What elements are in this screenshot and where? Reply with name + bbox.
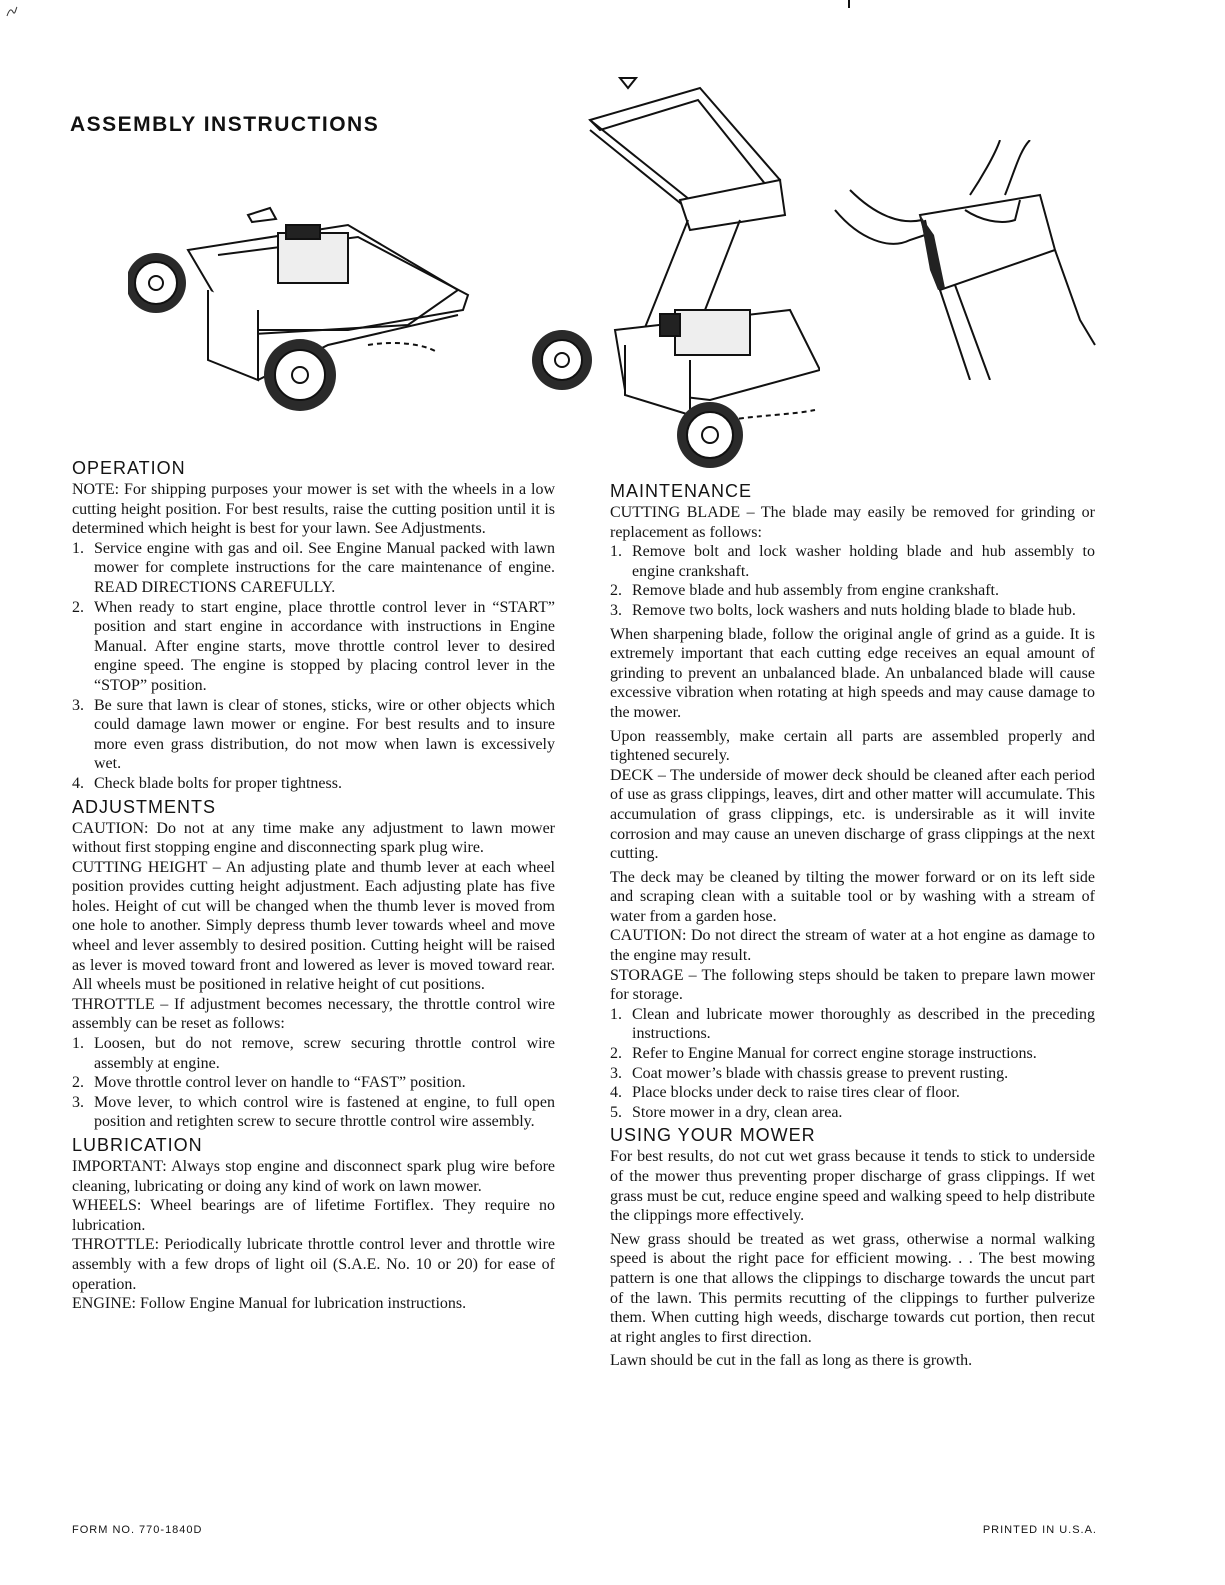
page-title: ASSEMBLY INSTRUCTIONS bbox=[70, 113, 380, 136]
list-item: 4. Check blade bolts for proper tightness. bbox=[72, 774, 342, 792]
blade-removal-list bbox=[610, 542, 1095, 620]
using-mower-p2: New grass should be treated as wet grass, otherwise a normal walking speed is about the right pace for efficient mowing. . . The best mowing pattern is one that allows the clippings to discharge towards the uncut part of the lawn. This permits recutting of the clippings to further pulverize them. When cutting high weeds, discharge towards cut portion, then recut at right angles to first direction. bbox=[610, 1230, 1095, 1346]
throttle-adjust-text: THROTTLE – If adjustment becomes necessary, the throttle control wire assembly can be reset as follows: bbox=[72, 995, 555, 1033]
list-item: 3. Be sure that lawn is clear of stones, sticks, wire or other objects which could damage lawn mower or engine. For best results and to insure more even grass distribution, do not mow when lawn is excessively wet. bbox=[72, 696, 555, 773]
list-item: 3. Move lever, to which control wire is fastened at engine, to full open position and retighten screw to secure throttle control wire assembly. bbox=[72, 1093, 555, 1131]
operation-note: NOTE: For shipping purposes your mower is set with the wheels in a low cutting height position. For best results, raise the cutting position until it is determined which height is best for your lawn. See Adjustments. bbox=[72, 481, 555, 538]
adjustments-heading: ADJUSTMENTS bbox=[72, 796, 217, 817]
right-column bbox=[610, 478, 1095, 1371]
lubrication-important: IMPORTANT: Always stop engine and disconnect spark plug wire before cleaning, lubricating or doing any kind of work on lawn mower. bbox=[72, 1158, 555, 1195]
mower-handle-up-illustration bbox=[530, 70, 820, 470]
sharpening-text: When sharpening blade, follow the original angle of grind as a guide. It is extremely important that each cutting edge receives an equal amount of grinding to prevent an unbalanced blade. An unbalanced blade will cause excessive vibration when rotating at high speeds and may cause damage to the mower. bbox=[610, 625, 1095, 721]
operation-heading: OPERATION bbox=[72, 458, 186, 478]
using-mower-p1: For best results, do not cut wet grass because it tends to stick to underside of the mower thus preventing proper discharge of grass clippings. If wet grass must be cut, reduce engine speed and walking speed to help distribute the clippings more effectively. bbox=[610, 1148, 1095, 1225]
cutting-blade-text: CUTTING BLADE – The blade may easily be removed for grinding or replacement as follows: bbox=[610, 504, 1095, 541]
maintenance-heading: MAINTENANCE bbox=[610, 481, 753, 501]
lubrication-throttle: THROTTLE: Periodically lubricate throttle control lever and throttle wire assembly with a few drops of light oil (S.A.E. No. 10 or 20) for ease of operation. bbox=[72, 1236, 555, 1293]
list-item: 2. When ready to start engine, place throttle control lever in “START” position and start engine in accordance with instructions in Engine Manual. After engine starts, move throttle control lever to desired engine speed. The engine is stopped by placing control lever in the “STOP” position. bbox=[72, 598, 555, 694]
lubrication-engine: ENGINE: Follow Engine Manual for lubrication instructions. bbox=[72, 1295, 467, 1313]
corner-scribble bbox=[4, 4, 20, 20]
hands-grass-bag-illustration bbox=[830, 140, 1100, 380]
adjustments-caution: CAUTION: Do not at any time make any adjustment to lawn mower without first stopping engine and disconnecting spark plug wire. bbox=[72, 819, 555, 857]
list-item: 2. Refer to Engine Manual for correct engine storage instructions. bbox=[610, 1045, 1037, 1063]
lubrication-wheels: WHEELS: Wheel bearings are of lifetime Fortiflex. They require no lubrication. bbox=[72, 1197, 555, 1234]
deck-text: DECK – The underside of mower deck should be cleaned after each period of use as grass clippings, leaves, dirt and other matter will accumulate. This accumulation of grass clippings, etc. is undersirable as it will invite corrosion and may cause an uneven discharge of grass clippings at the next cutting. bbox=[610, 766, 1095, 863]
list-item: 1. Loosen, but do not remove, screw securing throttle control wire assembly at engine. bbox=[72, 1035, 555, 1072]
printed-in: PRINTED IN U.S.A. bbox=[982, 1524, 1097, 1536]
list-item: 3. Coat mower’s blade with chassis grease to prevent rusting. bbox=[610, 1064, 1009, 1082]
list-item: 1. Remove bolt and lock washer holding blade and hub assembly to engine crankshaft. bbox=[610, 543, 1095, 580]
deck-cleaning-text: The deck may be cleaned by tilting the mower forward or on its left side and scraping clean with a suitable tool or by washing with a stream of water from a garden hose. bbox=[610, 868, 1095, 925]
form-number: FORM NO. 770-1840D bbox=[72, 1524, 203, 1536]
list-item: 5. Store mower in a dry, clean area. bbox=[610, 1103, 843, 1121]
operation-list bbox=[72, 539, 555, 794]
left-column bbox=[72, 455, 555, 1314]
list-item: 1. Service engine with gas and oil. See Engine Manual packed with lawn mower for complete instructions for the care maintenance of engine. READ DIRECTIONS CAREFULLY. bbox=[72, 539, 555, 596]
storage-text: STORAGE – The following steps should be taken to prepare lawn mower for storage. bbox=[610, 966, 1095, 1004]
cutting-height-text: CUTTING HEIGHT – An adjusting plate and thumb lever at each wheel position provides cutting height adjustment. Each adjusting plate has five holes. Height of cut will be changed when the thumb lever is moved from one hole to another. Simply depress thumb lever towards wheel and move wheel and lever assembly to desired position. Cutting height will be raised as lever is moved toward front and lowered as lever is moved toward rear. All wheels must be positioned in relative height of cut positions. bbox=[72, 858, 555, 994]
list-item: 3. Remove two bolts, lock washers and nuts holding blade to blade hub. bbox=[610, 601, 1076, 619]
storage-list bbox=[610, 1005, 1095, 1123]
maintenance-caution: CAUTION: Do not direct the stream of water at a hot engine as damage to the engine may result. bbox=[610, 927, 1095, 965]
list-item: 4. Place blocks under deck to raise tires clear of floor. bbox=[610, 1084, 960, 1102]
reassembly-text: Upon reassembly, make certain all parts are assembled properly and tightened securely. bbox=[610, 727, 1095, 765]
list-item: 2. Remove blade and hub assembly from engine crankshaft. bbox=[610, 582, 999, 600]
list-item: 1. Clean and lubricate mower thoroughly as described in the preceding instructions. bbox=[610, 1005, 1095, 1043]
using-mower-p3: Lawn should be cut in the fall as long as there is growth. bbox=[610, 1352, 973, 1370]
top-tick bbox=[848, 0, 850, 8]
using-mower-heading: USING YOUR MOWER bbox=[610, 1125, 816, 1146]
mower-folded-illustration bbox=[128, 195, 478, 435]
throttle-adjust-list bbox=[72, 1034, 555, 1132]
list-item: 2. Move throttle control lever on handle to “FAST” position. bbox=[72, 1074, 466, 1092]
lubrication-heading: LUBRICATION bbox=[72, 1135, 203, 1155]
